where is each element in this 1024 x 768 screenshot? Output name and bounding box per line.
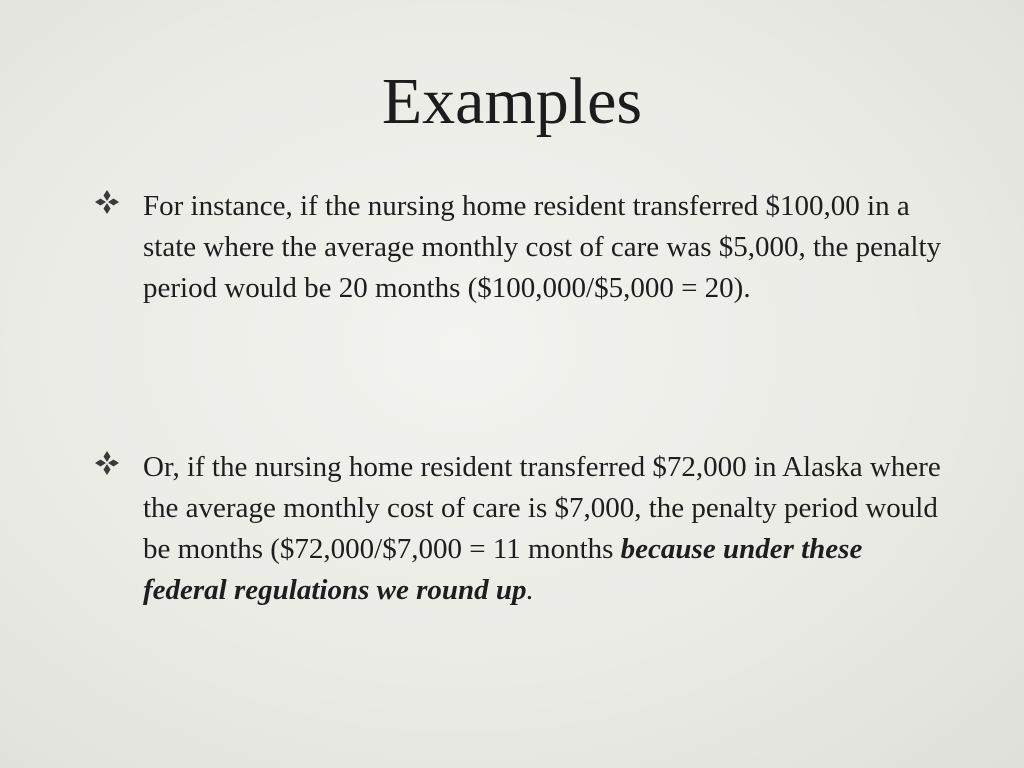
bullet-text <box>143 186 944 309</box>
bullet-emphasis: because under these federal regulations we round up <box>143 533 863 606</box>
bullet-item <box>94 447 944 611</box>
bullet-text-content: Or, if the nursing home resident transferred $72,000 in Alaska where the average monthly cost of care is $7,000, the penalty period would be months ($72,000/$7,000 = 11 months <box>143 451 941 565</box>
diamond-bullet-icon <box>94 189 120 215</box>
slide-title: Examples <box>381 65 643 138</box>
bullet-text-content: For instance, if the nursing home resident transferred $100,00 in a state where the average monthly cost of care was $5,000, the penalty period would be 20 months ($100,000/$5,000 = 20). <box>143 190 942 304</box>
bullet-item <box>94 186 944 309</box>
diamond-bullet-icon <box>94 450 120 476</box>
bullet-text <box>143 447 944 611</box>
bullet-trailing: . <box>526 574 534 606</box>
